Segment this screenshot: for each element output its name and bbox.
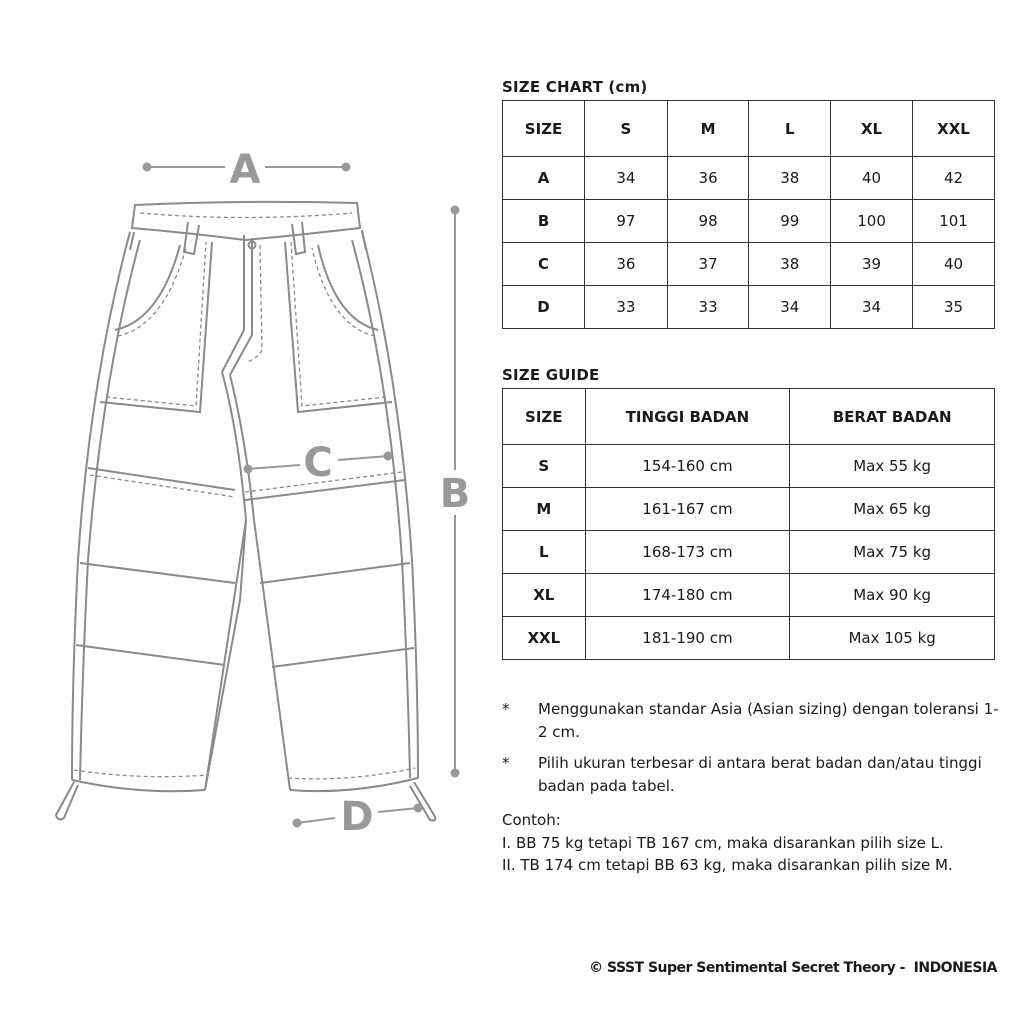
notes — [502, 698, 1012, 898]
table-cell: 33 — [585, 286, 668, 329]
size-chart-title: SIZE CHART (cm) — [502, 78, 648, 96]
pants-outline — [56, 202, 435, 821]
table-row — [503, 286, 995, 329]
table-cell: 154-160 cm — [585, 445, 790, 488]
table-cell: 161-167 cm — [585, 488, 790, 531]
table-cell: Max 65 kg — [790, 488, 995, 531]
row-label: C — [503, 243, 585, 286]
table-row — [503, 531, 995, 574]
row-label: B — [503, 200, 585, 243]
note-text: Menggunakan standar Asia (Asian sizing) dengan toleransi 1-2 cm. — [538, 700, 999, 741]
table-row — [503, 488, 995, 531]
column-header: L — [749, 101, 831, 157]
table-cell: 98 — [667, 200, 749, 243]
table-cell: 97 — [585, 200, 668, 243]
label-c: C — [303, 440, 333, 486]
label-d: D — [340, 794, 374, 840]
table-cell: 34 — [585, 157, 668, 200]
table-row — [503, 617, 995, 660]
table-cell: 38 — [749, 157, 831, 200]
table-cell: 42 — [913, 157, 995, 200]
table-cell: Max 105 kg — [790, 617, 995, 660]
table-row — [503, 200, 995, 243]
header-row — [503, 101, 995, 157]
example-1: I. BB 75 kg tetapi TB 167 cm, maka disarankan pilih size L. — [502, 834, 944, 852]
size-guide-title: SIZE GUIDE — [502, 366, 600, 384]
row-label: A — [503, 157, 585, 200]
bullet-mark: * — [502, 700, 510, 718]
size-guide-table — [502, 388, 995, 660]
column-header: TINGGI BADAN — [585, 389, 790, 445]
note-1 — [502, 698, 1012, 748]
table-cell: Max 90 kg — [790, 574, 995, 617]
table-cell: 40 — [831, 157, 913, 200]
table-row — [503, 243, 995, 286]
table-cell: 37 — [667, 243, 749, 286]
table-cell: 168-173 cm — [585, 531, 790, 574]
table-cell: Max 55 kg — [790, 445, 995, 488]
row-label: D — [503, 286, 585, 329]
row-label: M — [503, 488, 586, 531]
table-row — [503, 574, 995, 617]
footer-copyright: © SSST Super Sentimental Secret Theory - INDONESIA — [589, 960, 997, 976]
label-b: B — [439, 471, 471, 517]
row-label: XXL — [503, 617, 586, 660]
table-cell: 99 — [749, 200, 831, 243]
note-text: Pilih ukuran terbesar di antara berat badan dan/atau tinggi badan pada tabel. — [538, 754, 982, 795]
example-title: Contoh: — [502, 811, 561, 829]
table-cell: 36 — [585, 243, 668, 286]
table-cell: 101 — [913, 200, 995, 243]
row-label: XL — [503, 574, 586, 617]
table-cell: Max 75 kg — [790, 531, 995, 574]
size-chart-table — [502, 100, 995, 329]
table-cell: 39 — [831, 243, 913, 286]
column-header: XXL — [913, 101, 995, 157]
table-cell: 33 — [667, 286, 749, 329]
table-cell: 35 — [913, 286, 995, 329]
table-row — [503, 445, 995, 488]
label-a: A — [229, 147, 261, 193]
row-label: L — [503, 531, 586, 574]
table-cell: 36 — [667, 157, 749, 200]
example-2: II. TB 174 cm tetapi BB 63 kg, maka disarankan pilih size M. — [502, 856, 953, 874]
table-cell: 174-180 cm — [585, 574, 790, 617]
row-label: S — [503, 445, 586, 488]
column-header: BERAT BADAN — [790, 389, 995, 445]
column-header: XL — [831, 101, 913, 157]
table-cell: 34 — [749, 286, 831, 329]
table-cell: 38 — [749, 243, 831, 286]
pants-diagram — [0, 0, 500, 850]
header-row — [503, 389, 995, 445]
table-cell: 181-190 cm — [585, 617, 790, 660]
table-cell: 100 — [831, 200, 913, 243]
column-header: M — [667, 101, 749, 157]
column-header: SIZE — [503, 101, 585, 157]
column-header: S — [585, 101, 668, 157]
column-header: SIZE — [503, 389, 586, 445]
table-row — [503, 157, 995, 200]
table-cell: 40 — [913, 243, 995, 286]
note-2 — [502, 752, 1012, 802]
bullet-mark: * — [502, 754, 510, 772]
table-cell: 34 — [831, 286, 913, 329]
